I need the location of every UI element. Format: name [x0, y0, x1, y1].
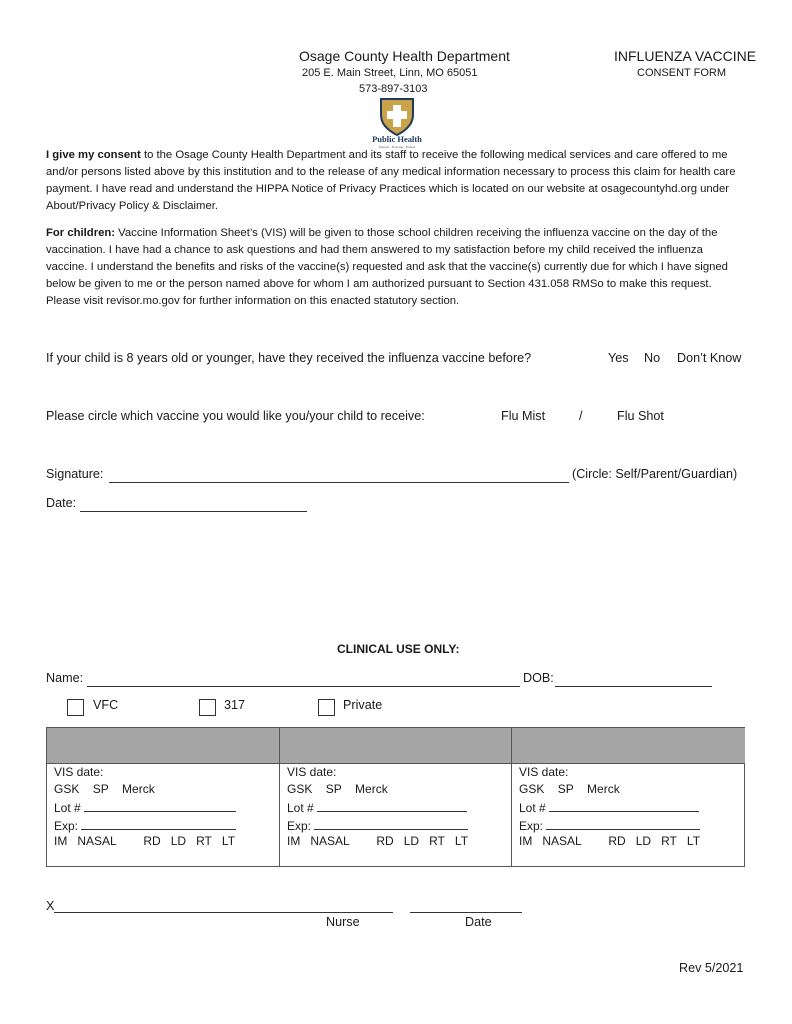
vfc-checkbox[interactable] — [67, 699, 84, 716]
lot-line[interactable] — [84, 799, 236, 812]
exp-line[interactable] — [314, 817, 468, 830]
administration-column — [512, 728, 745, 866]
prior-vaccine-question: If your child is 8 years old or younger, have they received the influenza vaccine before? — [46, 351, 532, 365]
administration-column — [47, 728, 280, 866]
mfr-gsk[interactable]: GSK — [287, 782, 313, 796]
consent-text: to the Osage County Health Department and its staff to receive the following medical services and care offered to me and/or persons listed above by this institution and to the release of any medical information necessary to process this claim for health care payment. I have read and understand the HIPPA Notice of Privacy Practices which is located on our website at osagecountyhd.org under About/Privacy Policy & Disclaimer. — [46, 149, 736, 212]
lot-line[interactable] — [549, 799, 699, 812]
mfr-merck[interactable]: Merck — [587, 782, 620, 796]
option-separator: / — [579, 409, 583, 423]
lot-row — [287, 799, 467, 815]
org-name: Osage County Health Department — [299, 48, 510, 64]
site-rt[interactable]: RT — [196, 834, 212, 848]
column-header — [47, 728, 280, 764]
date-label: Date: — [46, 496, 77, 510]
nurse-date-line[interactable] — [410, 912, 522, 913]
site-lt[interactable]: LT — [221, 834, 236, 848]
vaccine-choice-question: Please circle which vaccine you would like you/your child to receive: — [46, 409, 425, 423]
manufacturer-row — [54, 782, 155, 796]
route-site-row — [287, 834, 468, 848]
nurse-label: Nurse — [326, 915, 360, 929]
lot-label: Lot # — [519, 801, 546, 815]
signature-label: Signature: — [46, 467, 104, 481]
exp-row — [519, 817, 700, 833]
mfr-sp[interactable]: SP — [92, 782, 109, 796]
public-health-logo — [368, 97, 426, 149]
site-rd[interactable]: RD — [376, 834, 394, 848]
route-im[interactable]: IM — [54, 834, 68, 848]
vfc-label: VFC — [93, 698, 119, 712]
route-nasal[interactable]: NASAL — [310, 834, 350, 848]
lot-label: Lot # — [54, 801, 81, 815]
private-checkbox[interactable] — [318, 699, 335, 716]
nurse-date-label: Date — [465, 915, 492, 929]
logo-text: Public Health — [372, 134, 422, 144]
site-rt[interactable]: RT — [661, 834, 677, 848]
site-ld[interactable]: LD — [170, 834, 187, 848]
mfr-gsk[interactable]: GSK — [54, 782, 80, 796]
site-ld[interactable]: LD — [403, 834, 420, 848]
option-flu-mist[interactable]: Flu Mist — [501, 409, 546, 423]
x-mark: X — [46, 899, 55, 913]
column-header — [280, 728, 511, 764]
317-checkbox[interactable] — [199, 699, 216, 716]
mfr-sp[interactable]: SP — [557, 782, 574, 796]
name-label: Name: — [46, 671, 84, 685]
manufacturer-row — [287, 782, 388, 796]
signature-line[interactable] — [109, 482, 569, 483]
route-nasal[interactable]: NASAL — [77, 834, 117, 848]
consent-paragraph — [46, 147, 746, 215]
consent-lead: I give my consent — [46, 149, 141, 161]
mfr-sp[interactable]: SP — [325, 782, 342, 796]
nurse-signature-line[interactable] — [54, 912, 393, 913]
option-yes[interactable]: Yes — [608, 351, 629, 365]
lot-row — [519, 799, 699, 815]
lot-label: Lot # — [287, 801, 314, 815]
vis-date-label: VIS date: — [519, 765, 569, 779]
private-label: Private — [343, 698, 383, 712]
site-ld[interactable]: LD — [635, 834, 652, 848]
mfr-merck[interactable]: Merck — [122, 782, 155, 796]
route-site-row — [54, 834, 235, 848]
site-lt[interactable]: LT — [454, 834, 469, 848]
dob-line[interactable] — [555, 686, 712, 687]
route-im[interactable]: IM — [519, 834, 533, 848]
clinical-heading: CLINICAL USE ONLY: — [337, 642, 460, 656]
exp-line[interactable] — [546, 817, 700, 830]
site-rt[interactable]: RT — [429, 834, 445, 848]
children-lead: For children: — [46, 227, 116, 239]
option-no[interactable]: No — [644, 351, 661, 365]
name-line[interactable] — [87, 686, 520, 687]
administration-grid — [46, 727, 745, 867]
shield-icon — [368, 97, 426, 149]
exp-row — [54, 817, 236, 833]
route-site-row — [519, 834, 700, 848]
children-text: Vaccine Information Sheet’s (VIS) will be given to those school children receiving the influenza vaccine on the day of the vaccination. I have had a chance to ask questions and had them answered to my satisfaction before my child received the influenza vaccine. I understand the benefits and risks of the vaccine(s) requested and ask that the vaccine(s) currently due for which I have signed below be given to me or the person named above for whom I am authorized pursuant to Section 431.058 RMSo to make this request. Please visit revisor.mo.gov for further information on this enacted statutory section. — [46, 227, 728, 307]
exp-label: Exp: — [287, 819, 312, 833]
site-rd[interactable]: RD — [608, 834, 626, 848]
form-subtitle: CONSENT FORM — [637, 67, 727, 79]
manufacturer-row — [519, 782, 620, 796]
org-phone: 573-897-3103 — [359, 83, 428, 95]
logo-tagline: Prevent · Promote · Protect — [378, 145, 416, 149]
vis-date-label: VIS date: — [54, 765, 104, 779]
signature-circle-note: (Circle: Self/Parent/Guardian) — [572, 467, 738, 481]
exp-row — [287, 817, 468, 833]
mfr-gsk[interactable]: GSK — [519, 782, 545, 796]
org-address: 205 E. Main Street, Linn, MO 65051 — [302, 67, 478, 79]
route-im[interactable]: IM — [287, 834, 301, 848]
dob-label: DOB: — [523, 671, 554, 685]
vis-date-label: VIS date: — [287, 765, 337, 779]
site-rd[interactable]: RD — [143, 834, 161, 848]
option-dont-know[interactable]: Don’t Know — [677, 351, 742, 365]
revision-label: Rev 5/2021 — [679, 961, 744, 975]
lot-row — [54, 799, 236, 815]
exp-label: Exp: — [519, 819, 544, 833]
exp-label: Exp: — [54, 819, 79, 833]
lot-line[interactable] — [317, 799, 467, 812]
administration-column — [279, 728, 512, 866]
column-header — [512, 728, 745, 764]
site-lt[interactable]: LT — [686, 834, 701, 848]
children-paragraph — [46, 225, 746, 310]
mfr-merck[interactable]: Merck — [355, 782, 388, 796]
form-title: INFLUENZA VACCINE — [614, 48, 757, 64]
317-label: 317 — [224, 698, 246, 712]
route-nasal[interactable]: NASAL — [542, 834, 582, 848]
exp-line[interactable] — [81, 817, 236, 830]
option-flu-shot[interactable]: Flu Shot — [617, 409, 664, 423]
date-line[interactable] — [80, 511, 307, 512]
